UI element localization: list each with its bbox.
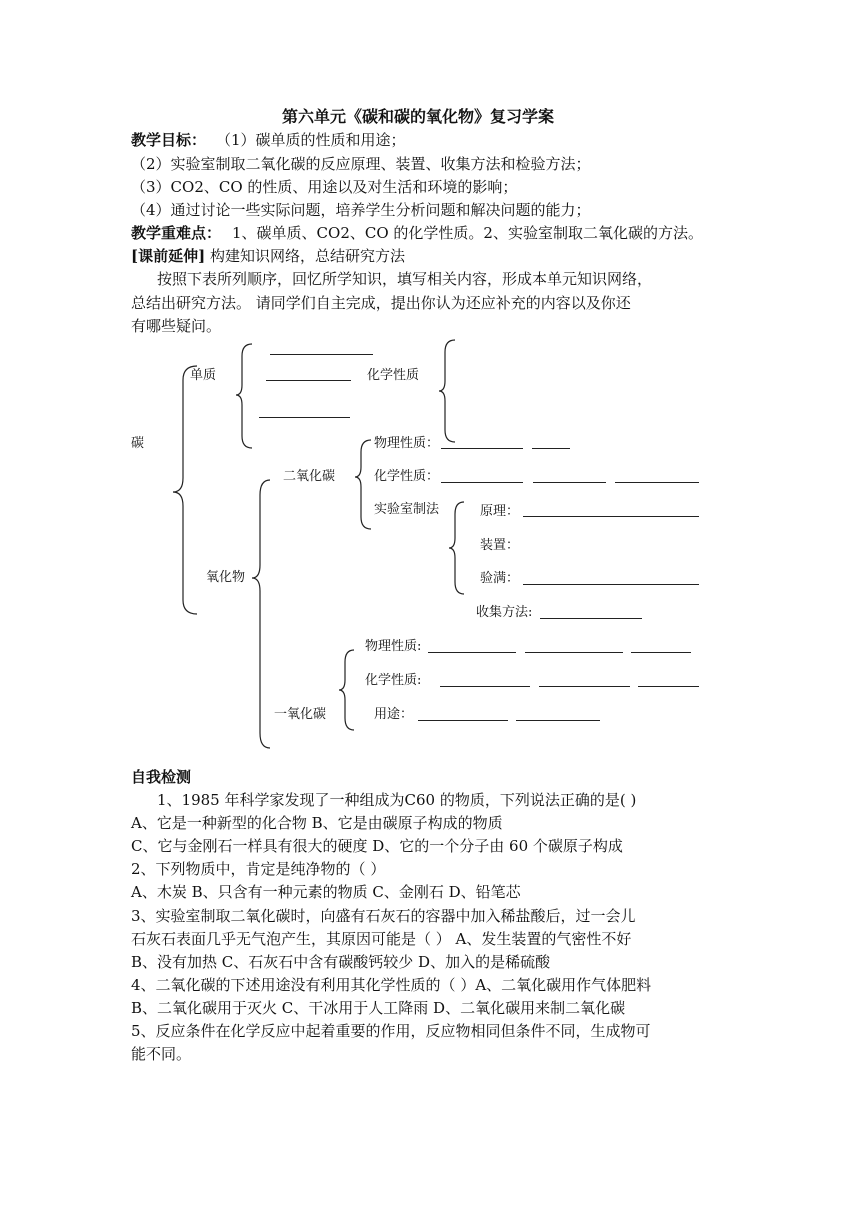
co-use-label: 用途： bbox=[374, 707, 414, 722]
answer-blank[interactable] bbox=[523, 516, 699, 517]
node-carbon: 碳 bbox=[131, 436, 145, 451]
answer-blank[interactable] bbox=[615, 482, 699, 483]
question-line: 2、下列物质中，肯定是纯净物的（ ） bbox=[131, 860, 386, 878]
extension-paragraph: 总结出研究方法。 请同学们自主完成，提出你认为还应补充的内容以及你还 bbox=[131, 294, 631, 312]
node-co: 一氧化碳 bbox=[274, 707, 327, 722]
page-title: 第六单元《碳和碳的氧化物》复习学案 bbox=[282, 107, 555, 126]
principle-label: 原理： bbox=[480, 504, 520, 519]
question-line: C、它与金刚石一样具有很大的硬度 D、它的一个分子由 60 个碳原子构成 bbox=[131, 837, 623, 855]
apparatus-label: 装置： bbox=[480, 538, 520, 553]
question-line: 1、1985 年科学家发现了一种组成为C60 的物质，下列说法正确的是( ) bbox=[157, 791, 637, 809]
answer-blank[interactable] bbox=[516, 720, 600, 721]
goal-item: （2）实验室制取二氧化碳的反应原理、装置、收集方法和检验方法； bbox=[131, 155, 591, 173]
co-chemical-label: 化学性质: bbox=[365, 673, 422, 688]
goal-item: （3）CO2、CO 的性质、用途以及对生活和环境的影响； bbox=[131, 178, 518, 196]
node-simple-substance: 单质 bbox=[190, 368, 217, 383]
answer-blank[interactable] bbox=[428, 652, 516, 653]
question-line: B、没有加热 C、石灰石中含有碳酸钙较少 D、加入的是稀硫酸 bbox=[131, 953, 551, 971]
node-oxide: 氧化物 bbox=[206, 570, 246, 585]
co-physical-label: 物理性质: bbox=[365, 639, 422, 654]
question-line: A、木炭 B、只含有一种元素的物质 C、金刚石 D、铅笔芯 bbox=[131, 883, 521, 901]
goals-label: 教学目标： bbox=[131, 131, 207, 149]
goal-item: （4）通过讨论一些实际问题，培养学生分析问题和解决问题的能力； bbox=[131, 201, 591, 219]
answer-blank[interactable] bbox=[533, 482, 606, 483]
self-check-heading: 自我检测 bbox=[131, 768, 192, 786]
extension-paragraph: 有哪些疑问。 bbox=[131, 317, 222, 335]
co2-chemical-label: 化学性质： bbox=[374, 469, 440, 484]
answer-blank[interactable] bbox=[259, 417, 350, 418]
question-line: A、它是一种新型的化合物 B、它是由碳原子构成的物质 bbox=[131, 814, 503, 832]
co2-physical-label: 物理性质： bbox=[374, 436, 440, 451]
question-line: B、二氧化碳用于灭火 C、干冰用于人工降雨 D、二氧化碳用来制二氧化碳 bbox=[131, 999, 626, 1017]
extension-label: [课前延伸] bbox=[131, 247, 206, 265]
node-chemical-properties: 化学性质 bbox=[367, 368, 420, 383]
collection-label: 收集方法: bbox=[476, 605, 533, 620]
extension-paragraph: 按照下表所列顺序，回忆所学知识，填写相关内容，形成本单元知识网络， bbox=[157, 270, 653, 288]
question-line: 能不同。 bbox=[131, 1045, 192, 1063]
answer-blank[interactable] bbox=[532, 448, 570, 449]
answer-blank[interactable] bbox=[441, 448, 523, 449]
question-line: 石灰石表面几乎无气泡产生，其原因可能是（ ） A、发生装置的气密性不好 bbox=[131, 930, 632, 948]
answer-blank[interactable] bbox=[418, 720, 508, 721]
question-line: 4、二氧化碳的下述用途没有利用其化学性质的（ ）A、二氧化碳用作气体肥料 bbox=[131, 976, 652, 994]
full-check-label: 验满： bbox=[480, 571, 520, 586]
node-co2: 二氧化碳 bbox=[283, 469, 336, 484]
node-lab-preparation: 实验室制法 bbox=[374, 502, 440, 517]
answer-blank[interactable] bbox=[539, 686, 630, 687]
answer-blank[interactable] bbox=[540, 618, 642, 619]
goal-item: （1）碳单质的性质和用途； bbox=[216, 131, 406, 149]
key-points-label: 教学重难点： bbox=[131, 224, 222, 242]
answer-blank[interactable] bbox=[523, 584, 699, 585]
answer-blank[interactable] bbox=[638, 686, 699, 687]
key-points-text: 1、碳单质、CO2、CO 的化学性质。2、实验室制取二氧化碳的方法。 bbox=[232, 224, 703, 242]
question-line: 5、反应条件在化学反应中起着重要的作用，反应物相同但条件不同，生成物可 bbox=[131, 1022, 651, 1040]
answer-blank[interactable] bbox=[441, 482, 523, 483]
answer-blank[interactable] bbox=[270, 354, 373, 355]
answer-blank[interactable] bbox=[440, 686, 530, 687]
answer-blank[interactable] bbox=[266, 380, 351, 381]
extension-text: 构建知识网络，总结研究方法 bbox=[210, 247, 406, 265]
question-line: 3、实验室制取二氧化碳时，向盛有石灰石的容器中加入稀盐酸后，过一会儿 bbox=[131, 907, 636, 925]
answer-blank[interactable] bbox=[631, 652, 691, 653]
answer-blank[interactable] bbox=[525, 652, 623, 653]
